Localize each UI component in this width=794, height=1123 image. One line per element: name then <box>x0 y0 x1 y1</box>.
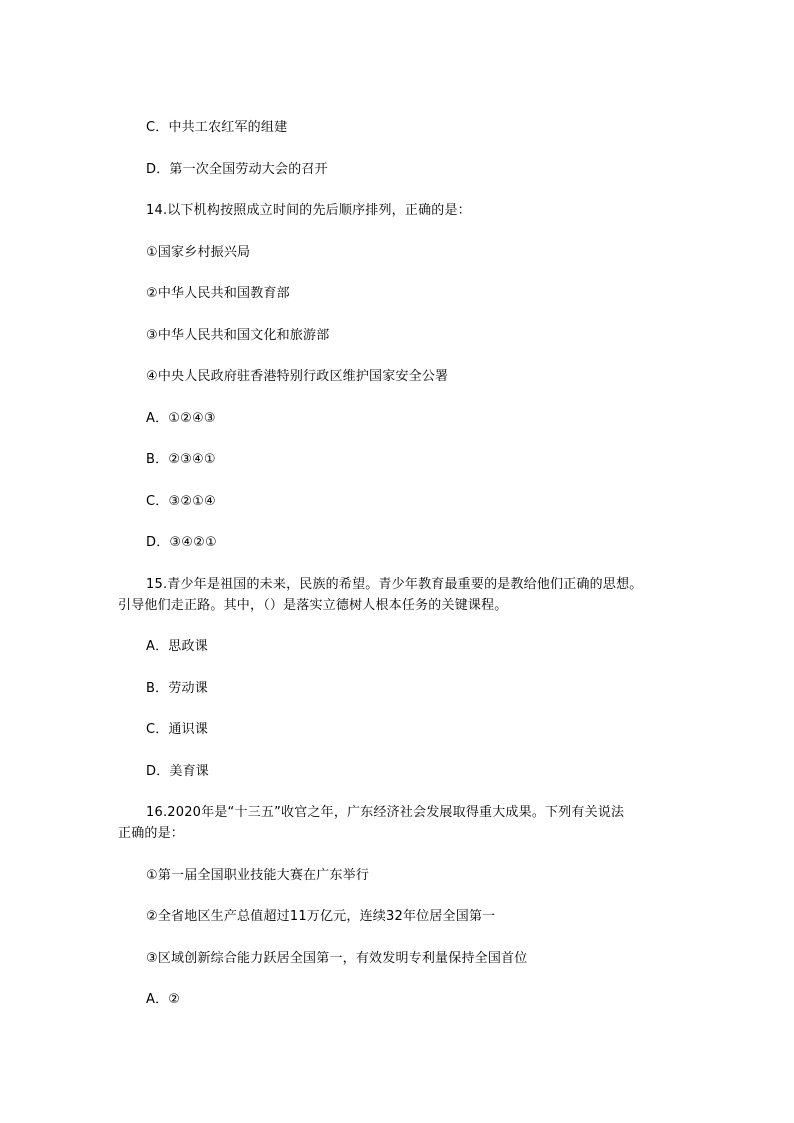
q16-question: 16.2020年是“十三五”收官之年，广东经济社会发展取得重大成果。下列有关说法 <box>146 805 625 820</box>
q14-question: 14.以下机构按照成立时间的先后顺序排列，正确的是： <box>146 203 471 218</box>
q15-option-c: C．通识课 <box>146 722 209 737</box>
q15-question-cont: 引导他们走正路。其中，（）是落实立德树人根本任务的关键课程。 <box>118 598 508 613</box>
q16-item-3: ③区域创新综合能力跃居全国第一，有效发明专利量保持全国首位 <box>146 951 528 966</box>
q14-item-3: ③中华人民共和国文化和旅游部 <box>146 328 330 343</box>
q15-option-d: D．美育课 <box>146 764 210 779</box>
q13-option-d: D．第一次全国劳动大会的召开 <box>146 162 328 177</box>
q14-option-a: A．①②④③ <box>146 411 216 426</box>
q14-option-d: D．③④②① <box>146 535 217 550</box>
q16-item-1: ①第一届全国职业技能大赛在广东举行 <box>146 868 370 883</box>
q14-option-c: C．③②①④ <box>146 494 216 509</box>
q14-item-1: ①国家乡村振兴局 <box>146 245 251 260</box>
q14-item-2: ②中华人民共和国教育部 <box>146 286 290 301</box>
q16-question-cont: 正确的是： <box>118 826 185 841</box>
q15-option-a: A．思政课 <box>146 639 208 654</box>
q13-option-c: C．中共工农红军的组建 <box>146 120 288 135</box>
q16-item-2: ②全省地区生产总值超过11万亿元，连续32年位居全国第一 <box>146 909 496 924</box>
q14-item-4: ④中央人民政府驻香港特别行政区维护国家安全公署 <box>146 369 449 384</box>
q14-option-b: B．②③④① <box>146 452 216 467</box>
q15-option-b: B．劳动课 <box>146 681 208 696</box>
q15-question: 15.青少年是祖国的未来，民族的希望。青少年教育最重要的是教给他们正确的思想。 <box>146 577 643 592</box>
q16-option-a: A．② <box>146 992 181 1007</box>
